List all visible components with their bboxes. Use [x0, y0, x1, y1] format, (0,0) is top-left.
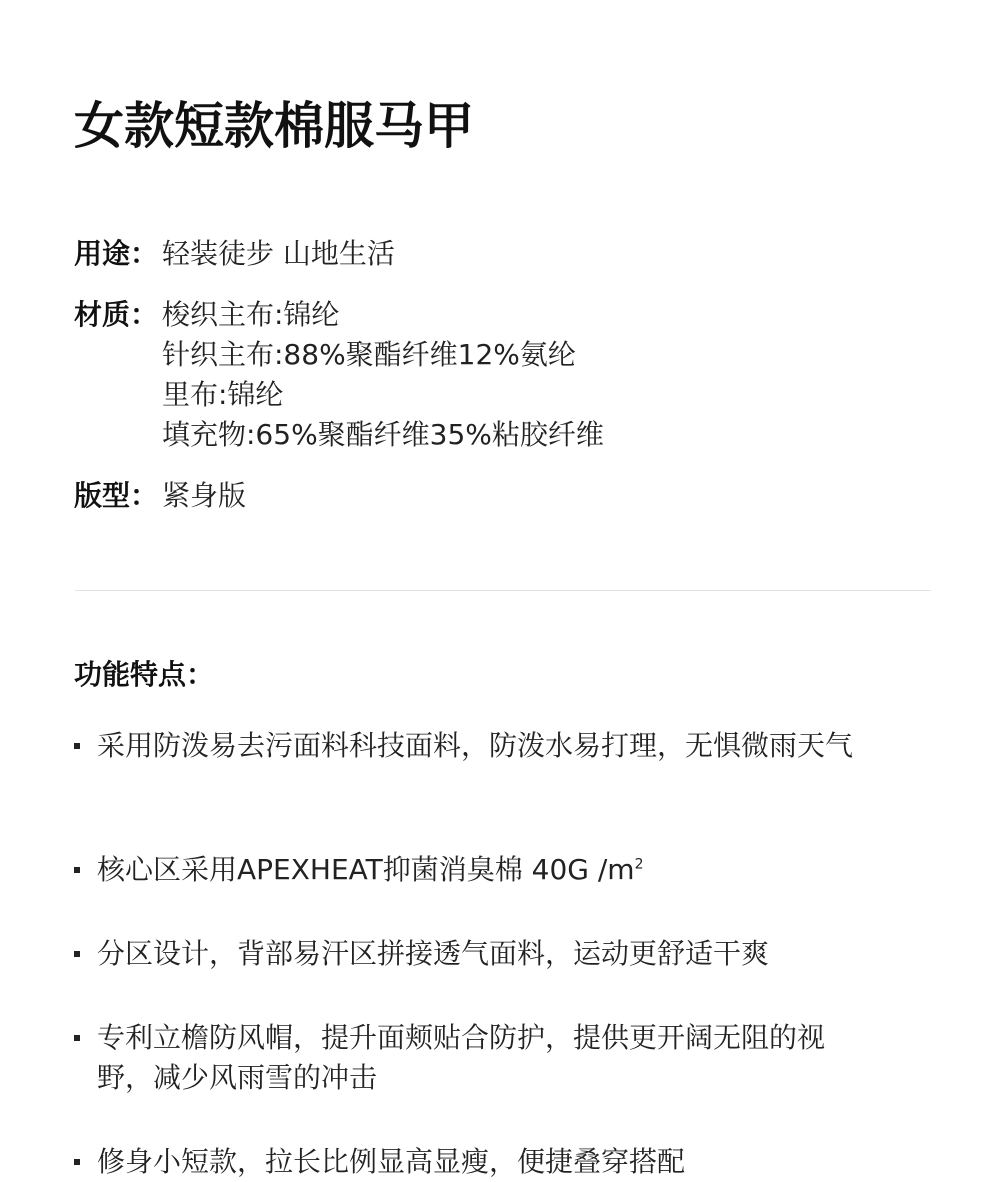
feature-item	[74, 1018, 874, 1098]
section-divider	[75, 590, 931, 591]
spec-material-values	[162, 295, 604, 455]
spec-material-value: 里布:锦纶	[162, 378, 284, 411]
unit-superscript: 2	[634, 856, 644, 873]
spec-material-label: 材质：	[74, 298, 159, 331]
spec-usage-label: 用途：	[74, 237, 159, 270]
feature-item	[74, 726, 874, 766]
spec-material	[74, 295, 604, 455]
feature-text-main: 核心区采用APEXHEAT抑菌消臭棉 40G /m	[97, 853, 635, 886]
product-title: 女款短款棉服马甲	[74, 97, 474, 155]
square-bullet-icon	[74, 1159, 80, 1165]
spec-material-value: 针织主布:88%聚酯纤维12%氨纶	[162, 338, 576, 371]
feature-text: 采用防泼易去污面料科技面料，防泼水易打理，无惧微雨天气	[97, 729, 854, 762]
spec-usage-value: 轻装徒步 山地生活	[162, 237, 395, 270]
square-bullet-icon	[74, 743, 80, 749]
feature-item	[74, 850, 874, 890]
square-bullet-icon	[74, 951, 80, 957]
spec-usage-values	[162, 234, 395, 274]
spec-usage	[74, 234, 395, 274]
spec-fit	[74, 476, 246, 516]
square-bullet-icon	[74, 1035, 80, 1041]
spec-fit-values	[162, 476, 246, 516]
features-heading: 功能特点：	[74, 658, 215, 691]
feature-text: 分区设计，背部易汗区拼接透气面料，运动更舒适干爽	[97, 937, 770, 970]
feature-item	[74, 934, 874, 974]
feature-text	[97, 850, 874, 890]
square-bullet-icon	[74, 867, 80, 873]
feature-text: 修身小短款，拉长比例显高显瘦，便捷叠穿搭配	[97, 1145, 686, 1178]
feature-text: 专利立檐防风帽，提升面颊贴合防护，提供更开阔无阻的视野，减少风雨雪的冲击	[97, 1021, 826, 1094]
feature-item	[74, 1142, 874, 1182]
spec-fit-value: 紧身版	[162, 479, 247, 512]
spec-fit-label: 版型：	[74, 479, 159, 512]
spec-material-value: 填充物:65%聚酯纤维35%粘胶纤维	[162, 418, 604, 451]
spec-material-value: 梭织主布:锦纶	[162, 298, 340, 331]
